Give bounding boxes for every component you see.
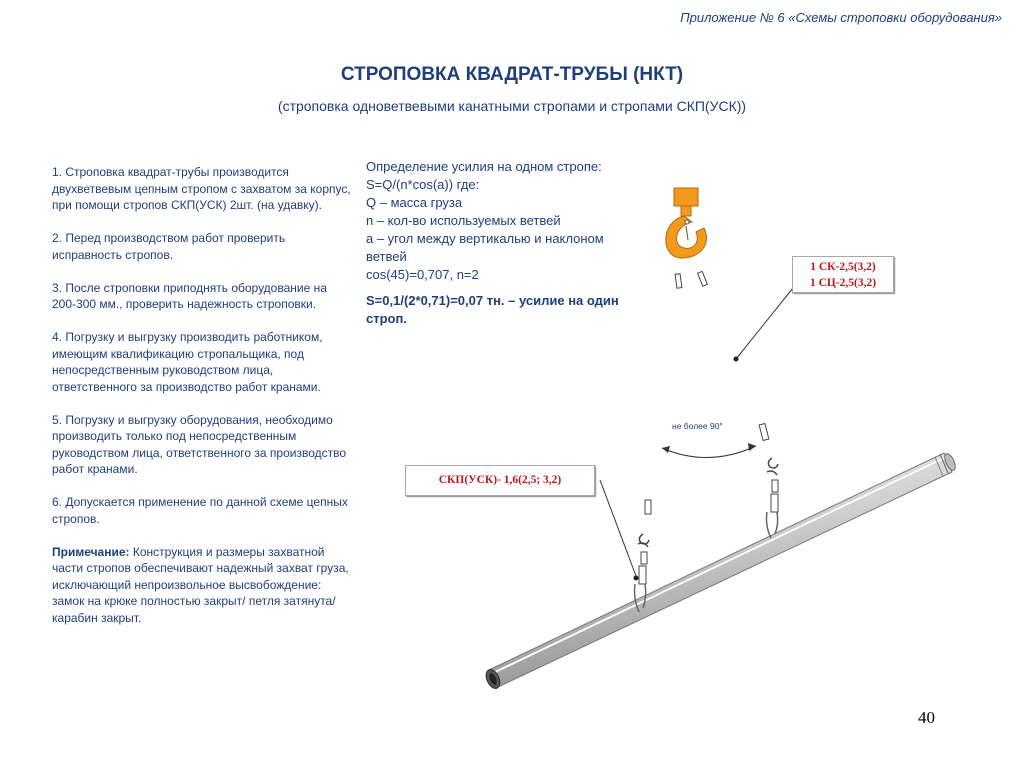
rule-item: 3. После строповки приподнять оборудование на 200-300 мм., проверить надежность строповки. [52, 280, 327, 311]
formula-line: a – угол между вертикалью и наклоном ветвей [366, 231, 604, 264]
sling-label-box [792, 256, 894, 293]
page-number: 40 [918, 708, 935, 727]
rule-item: 2. Перед производством работ проверить исправность стропов. [52, 231, 286, 262]
angle-arc [662, 443, 756, 458]
formula-line: n – кол-во используемых ветвей [366, 213, 561, 228]
skp-label-box: СКП(УСК)- 1,6(2,5; 3,2) [405, 465, 595, 496]
sling-right [759, 424, 778, 538]
rule-item: 6. Допускается применение по данной схеме цепных стропов. [52, 495, 348, 526]
crane-hook-icon [666, 188, 708, 288]
formula-result: S=0,1/(2*0,71)=0,07 тн. – усилие на один строп. [366, 293, 619, 326]
page-title: СТРОПОВКА КВАДРАТ-ТРУБЫ (НКТ) [340, 64, 684, 85]
sling-label-line: 1 СК-2,5(3,2) [810, 261, 876, 273]
note-text: Конструкция и размеры захватной части стропов обеспечивают надежный захват груза, исключающий непроизвольное высвобождение: замок на крюке полностью закрыт/ петля затянута/ карабин закрыт. [52, 544, 349, 625]
rule-item: 5. Погрузку и выгрузку оборудования, необходимо производить только под непосредственным руководством лица, ответственного за производство работ кранами. [52, 412, 347, 476]
rule-item: 1. Строповка квадрат-трубы производится двухветвевым цепным стропом с захватом за корпус, при помощи стропов СКП(УСК) 2шт. (на удавку). [52, 165, 351, 212]
appendix-label: Приложение № 6 «Схемы строповки оборудования» [680, 10, 1002, 25]
note-label: Примечание: [52, 544, 130, 559]
sling-label-line: 1 СЦ-2,5(3,2) [809, 277, 877, 289]
formula-line: S=Q/(n*cos(a)) где: [366, 177, 480, 192]
formula-line: cos(45)=0,707, n=2 [366, 267, 479, 282]
rule-item: 4. Погрузку и выгрузку производить работником, имеющим квалификацию стропальщика, под непосредственным руководством лица, ответственного за производство работ кранами. [52, 330, 323, 394]
formula-line: Q – масса груза [366, 195, 463, 210]
angle-label: не более 90° [672, 421, 723, 431]
page-subtitle: (строповка одноветвевыми канатными стропами и стропами СКП(УСК)) [277, 98, 747, 114]
formula-line: Определение усилия на одном стропе: [366, 159, 602, 174]
